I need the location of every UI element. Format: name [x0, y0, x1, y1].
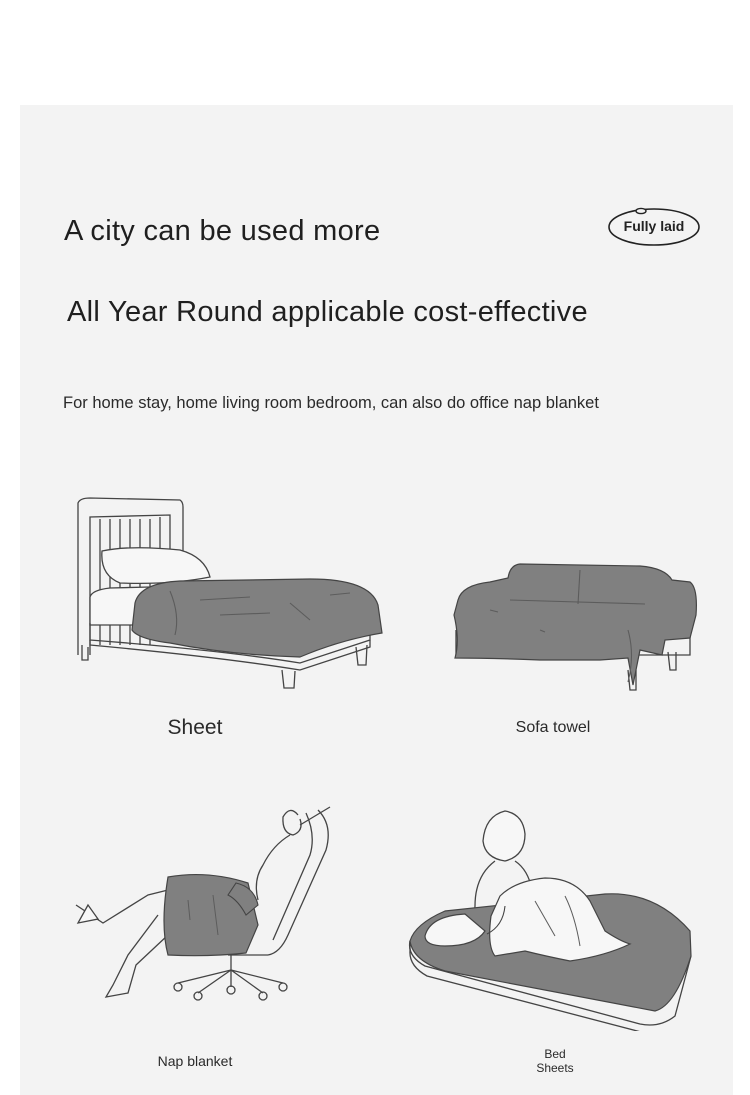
sofa-with-throw-illustration	[450, 560, 700, 695]
badge-label: Fully laid	[623, 218, 685, 234]
fully-laid-badge	[607, 205, 701, 247]
office-chair-nap-illustration	[68, 805, 333, 1005]
caption-nap-blanket: Nap blanket	[157, 1053, 233, 1069]
subtitle: For home stay, home living room bedroom, can also do office nap blanket	[63, 394, 599, 412]
bed-with-blanket-illustration	[70, 495, 390, 690]
caption-bed-sheets-line-1: Bed	[544, 1047, 566, 1061]
heading-line-1: A city can be used more	[64, 215, 381, 247]
heading-line-2: All Year Round applicable cost-effective	[67, 296, 588, 328]
mattress-with-sheet-illustration	[405, 806, 697, 1031]
caption-sofa-towel: Sofa towel	[515, 719, 591, 736]
caption-sheet: Sheet	[167, 716, 223, 739]
caption-bed-sheets-line-2: Sheets	[536, 1061, 574, 1075]
caption-bed-sheets	[515, 1047, 595, 1075]
